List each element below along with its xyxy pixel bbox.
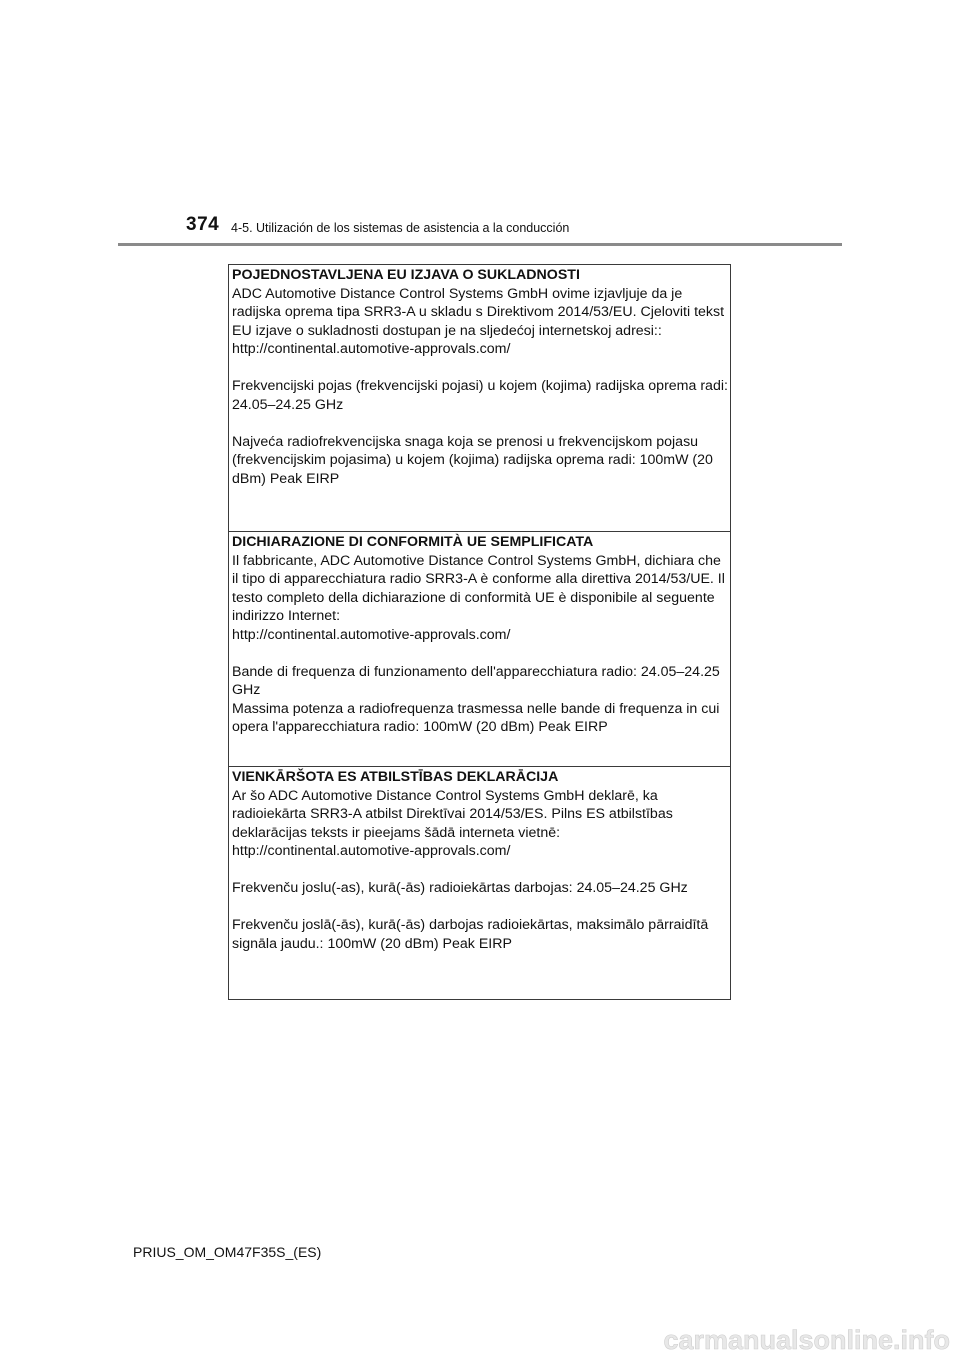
declaration-paragraph: Il fabbricante, ADC Automotive Distance Control Systems GmbH, dichiara che il tipo di apparecchiatura radio SRR3-A è conforme alla direttiva 2014/53/UE. Il testo completo della dichiarazione di conformità UE è disponibile al seguente indirizzo Internet: (232, 552, 725, 624)
declaration-gap (232, 898, 728, 917)
declaration-block-it (229, 533, 730, 737)
watermark-text: carmanualsonline.info (663, 1325, 950, 1355)
declaration-box (228, 264, 731, 1000)
declaration-gap (232, 414, 728, 433)
header-rule (118, 243, 842, 246)
declaration-paragraph: ADC Automotive Distance Control Systems GmbH ovime izjavljuje da je radijska oprema tipa SRR3-A u skladu s Direktivom 2014/53/EU. Cjeloviti tekst EU izjave o sukladnosti dostupan je na sljedećoj internetskoj adresi:: (232, 285, 725, 339)
block-separator (229, 766, 730, 767)
declaration-paragraph: Najveća radiofrekvencijska snaga koja se prenosi u frekvencijskom pojasu (frekvencijskim pojasima) u kojem (kojima) radijska oprema radi: 100mW (20 dBm) Peak EIRP (232, 433, 713, 487)
declaration-paragraph: Frekvenču joslu(-as), kurā(-ās) radioiekārtas darbojas: 24.05–24.25 GHz (232, 880, 688, 896)
declaration-paragraph: Frekvenču joslā(-ās), kurā(-ās) darbojas radioiekārtas, maksimālo pārraidītā signāla jaudu.: 100mW (20 dBm) Peak EIRP (232, 917, 709, 952)
declaration-block-lv (229, 768, 730, 953)
document-code: PRIUS_OM_OM47F35S_(ES) (133, 1244, 322, 1260)
declaration-url: http://continental.automotive-approvals.com/ (232, 626, 511, 643)
declaration-paragraph: Ar šo ADC Automotive Distance Control Systems GmbH deklarē, ka radioiekārta SRR3-A atbilst Direktīvai 2014/53/ES. Pilns ES atbilstības deklarācijas teksts ir pieejams šādā interneta vietnē: (232, 787, 673, 841)
block-separator (229, 531, 730, 532)
declaration-url: http://continental.automotive-approvals.com/ (232, 341, 511, 357)
declaration-title: DICHIARAZIONE DI CONFORMITÀ UE SEMPLIFICATA (232, 534, 594, 550)
declaration-block-hr (229, 266, 730, 488)
declaration-gap (232, 861, 728, 880)
declaration-title: VIENKĀRŠOTA ES ATBILSTĪBAS DEKLARĀCIJA (232, 769, 559, 785)
declaration-paragraph: Massima potenza a radiofrequenza trasmessa nelle bande di frequenza in cui opera l'apparecchiatura radio: 100mW (20 dBm) Peak EIRP (232, 700, 720, 735)
declaration-paragraph: Bande di frequenza di funzionamento dell'apparecchiatura radio: 24.05–24.25 GHz (232, 663, 720, 698)
declaration-gap (232, 359, 728, 378)
declaration-gap (232, 644, 728, 663)
declaration-title: POJEDNOSTAVLJENA EU IZJAVA O SUKLADNOSTI (232, 267, 580, 283)
declaration-url: http://continental.automotive-approvals.com/ (232, 843, 511, 859)
section-title: 4-5. Utilización de los sistemas de asistencia a la conducción (231, 221, 570, 235)
page-number: 374 (186, 214, 220, 235)
declaration-paragraph: Frekvencijski pojas (frekvencijski pojasi) u kojem (kojima) radijska oprema radi: 24.05–24.25 GHz (232, 378, 728, 413)
